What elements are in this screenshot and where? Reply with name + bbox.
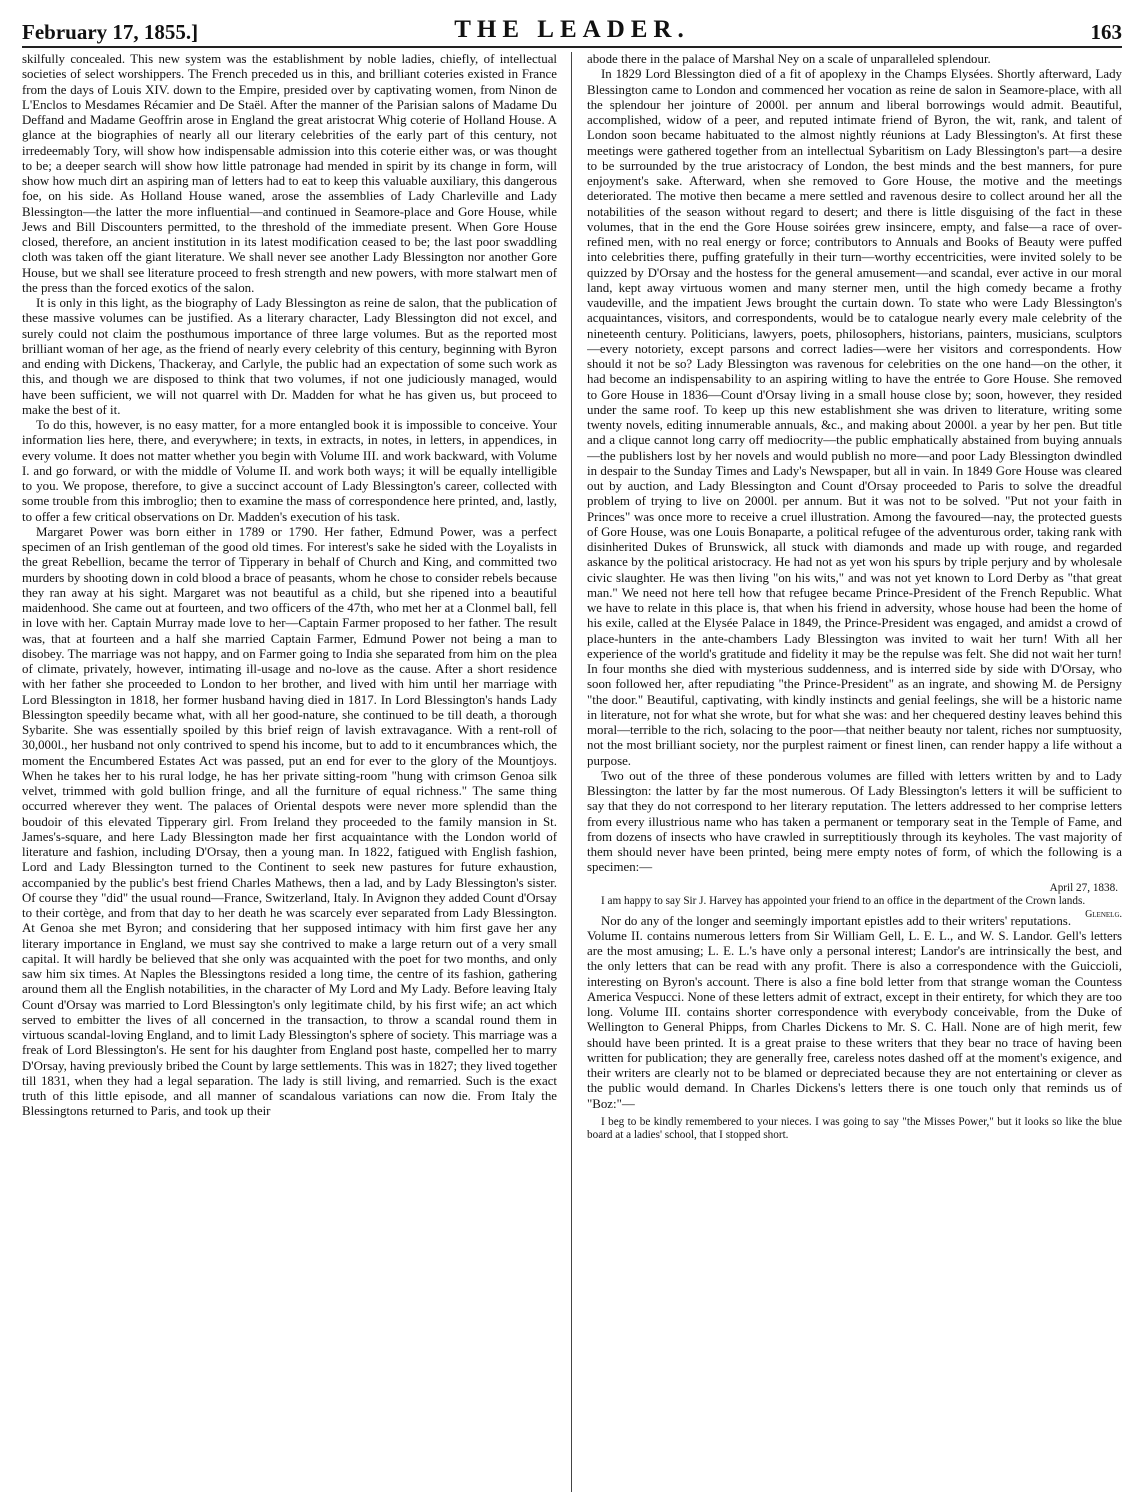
paragraph: abode there in the palace of Marshal Ney on a scale of unparalleled splendour. xyxy=(587,52,991,66)
paragraph: To do this, however, is no easy matter, for a more entangled book it is impossible to conceive. Your information lies here, there, and everywhere; in texts, in extracts, in notes, in letters, in appendices, in every volume. It does not matter whether you begin with Volume III. and work backward, with Volume I. and go forward, or with the middle of Volume II. and work both ways; it will be equally intelligible to you. We propose, therefore, to give a succinct account of Lady Blessington's career, collected with some trouble from this imbroglio; then to examine the mass of correspondence here printed, and, lastly, to offer a few critical observations on Dr. Madden's execution of his task. xyxy=(22,418,557,524)
column-divider xyxy=(571,52,572,1492)
article-columns xyxy=(22,52,1122,1492)
letter-signature: Glenelg. xyxy=(1085,908,1122,920)
paragraph: skilfully concealed. This new system was the establishment by noble ladies, chiefly, of intellectual societies of select worshippers. The French preceded us in this, and brilliant coteries existed in France from the days of Louis XIV. down to the Empire, presided over by captivating women, from Ninon de L'Enclos to Mesdames Récamier and De Staël. After the manner of the Parisian salons of Madame Du Deffand and Madame Geoffrin arose in England the great aristocrat Whig coterie of Holland House. A glance at the biographies of nearly all our literary celebrities of the early part of this century, not irredeemably Tory, will show how indispensable admission into this coterie either was, or was thought to be; a deeper search will show how little patronage had mended in spirit by its change in form, will show how much dirt an aspiring man of letters had to eat to keep this valuable auxiliary, this dangerous foe, on his side. As Holland House waned, arose the assemblies of Lady Charleville and Lady Blessington—the latter the more influential—and continued in Seamore-place and Gore House, while Jews and Bill Discounters permitted, to the threshold of the immediate present. When Gore House closed, therefore, an ancient institution in its latest modification ceased to be; the last poor swaddling cloth was taken off the giant literature. We shall never see another Lady Blessington nor another Gore House, but we shall see literature proceed to fresh strength and new powers, with more stalwart men of the press than the forced exotics of the salon. xyxy=(22,52,557,295)
letter-date: April 27, 1838. xyxy=(1049,881,1118,894)
paragraph: It is only in this light, as the biography of Lady Blessington as reine de salon, that the publication of these massive volumes can be justified. As a literary character, Lady Blessington did not excel, and surely could not claim the posthumous importance of three large volumes. But as the reported most brilliant woman of her age, as the friend of nearly every celebrity of this century, beginning with Byron and ending with Dickens, Thackeray, and Carlyle, the public had an expectation of some such work as this, and though we are disposed to think that two volumes, if not one judiciously managed, would have been sufficient, we will not quarrel with Dr. Madden for what he has given us, but proceed to make the best of it. xyxy=(22,296,557,417)
right-column xyxy=(587,52,1122,1492)
newspaper-page xyxy=(22,6,1122,1496)
newspaper-title: THE LEADER. xyxy=(454,16,690,43)
paragraph: In 1829 Lord Blessington died of a fit of apoplexy in the Champs Elysées. Shortly afterward, Lady Blessington came to London and commenced her vocation as reine de salon in Seamore-place, with all the splendour her jointure of 2000l. per annum and liberal borrowings would admit. Beautiful, accomplished, widow of a peer, and reputed intimate friend of Byron, the wit, rank, and talent of London soon became habituated to the almost nightly réunions at Lady Blessington's. At first these meetings were gathered together from an intellectual Sybaritism on Lady Blessington's part—a desire to be surrounded by the true aristocracy of London, the best minds and the best manners, for pure enjoyment's sake. Afterward, when she removed to Gore House, the motive and the meetings deteriorated. The motive then became a mere settled and ravenous desire to collect around her all the notabilities of the season without regard to desert; and there is little disguising of the fact in these volumes, that in the end the Gore House soirées grew insincere, empty, and false—a race of over-refined men, with no real energy or force; contributors to Annuals and Books of Beauty were puffed into celebrities there, puffing gratefully in their turn—worthy eccentricities, were invited solely to be quizzed by D'Orsay and the hostess for the general amusement—and scandal, ever active in our moral land, kept away virtuous women and many sterner men, until the high comedy became a frothy vaudeville, and the impatient Jews brought the curtain down. To state who were Lady Blessington's acquaintances, visitors, and correspondents, would be to catalogue nearly every male celebrity of the nineteenth century. Politicians, lawyers, poets, philosophers, historians, painters, musicians, sculptors—every notoriety, except parsons and correct ladies—were her visitors and correspondents. How should it not be so? Lady Blessington was ravenous for celebrities on the one hand—on the other, it had become an indispensability to an aspiring witling to have the entrée to Gore House. She removed to Gore House in 1836—Count d'Orsay living in a small house close by; soon, however, they resided under the same roof. To keep up this new establishment she was driven to literature, writing some twenty novels, editing innumerable annuals, &c., and making about 2000l. a year by her pen. But title and a clique cannot long carry off mediocrity—the public emphatically abstained from buying annuals—the publishers lost by her novels and would publish no more—and poor Lady Blessington dwindled in despair to the Sunday Times and Lady's Newspaper, but all in vain. In 1849 Gore House was cleared out by auction, and Lady Blessington and Count d'Orsay proceeded to Paris to solve the dreadful problem of trying to live on 2000l. per annum. But it was not to be solved. "Put not your faith in Princes" was once more to receive a cruel illustration. Among the favoured—nay, the protected guests of Gore House, was one Louis Bonaparte, a political refugee of the adventurous order, taking rank with disinherited Dukes of Brunswick, all stuck with diamonds and made up with rouge, and regarded askance by the political aristocracy. He had not as yet won his spurs by triple perjury and by wholesale civic slaughter. He was then living "on his wits," and was not yet known to Lord Derby as "that great man." We need not here tell how that refugee became Prince-President of the French Republic. What we have to relate in this place is, that when his friend in adversity, whose house had been the home of his exile, called at the Elysée Palace in 1849, the Prince-President was engaged, and amidst a crowd of place-hunters in the ante-chambers Lady Blessington was invited to wait her turn! With all her experience of the world's gratitude and fidelity it may be the repulse was felt. She did not wait her turn! In four months she died with mysterious suddenness, and is interred side by side with D'Orsay, who soon followed her, after repudiating "the Prince-President" as an ingrate, and showing M. de Persigny "the door." Beautiful, captivating, with kindly instincts and genial feelings, she will be a historic name in literature, not for what she wrote, but for what she was: and her chequered destiny leaves behind this moral—terrible to the rich, solacing to the poor—that neither beauty nor talent, riches nor sumptuosity, not the most brilliant society, nor the purplest raiment or finest linen, can render happy a life without a purpose. xyxy=(587,67,1122,768)
left-column xyxy=(22,52,557,1492)
quoted-letter xyxy=(587,881,1122,920)
page-number: 163 xyxy=(1090,20,1122,44)
letter-text: I am happy to say Sir J. Harvey has appointed your friend to an office in the department of the Crown lands. xyxy=(601,894,1086,907)
letter-body xyxy=(587,894,1122,920)
paragraph: Nor do any of the longer and seemingly important epistles add to their writers' reputations. Volume II. contains numerous letters from Sir William Gell, L. E. L., and W. S. Landor. Gell's letters are the most amusing; L. E. L.'s have only a personal interest; Landor's are intrinsically the best, and the only letters that can be read with any profit. There is also a correspondence with the Guiccioli, interesting on Byron's account. There is also a fine bold letter from that strange woman the Countess America Vespucci. None of these letters admit of extract, except in their entirety, for which they are too long. Volume III. contains shorter correspondence with everybody conceivable, from the Duke of Wellington to General Phipps, from Charles Dickens to Mr. S. C. Hall. None are of high merit, few should have been printed. It is a great praise to these writers that they bear no trace of having been written for publication; they are generally free, careless notes dashed off at the moment's exigence, and their writers are clearly not to be blamed or depreciated because they are not entertaining or clever as the public would demand. In Charles Dickens's letters there is one touch only that reminds us of "Boz:"— xyxy=(587,913,1122,1111)
issue-date: February 17, 1855.] xyxy=(22,20,199,44)
masthead xyxy=(22,6,1122,48)
paragraph: Margaret Power was born either in 1789 or 1790. Her father, Edmund Power, was a perfect specimen of an Irish gentleman of the good old times. For interest's sake he sided with the Loyalists in the great Rebellion, became the terror of Tipperary in behalf of Church and King, and committed two murders by shooting down in cold blood a brace of peasants, whom he chose to consider rebels because they ran away at his sight. Margaret was not beautiful as a child, but she ripened into a beautiful maidenhood. She came out at fourteen, and two officers of the 47th, who met her at a Clonmel ball, fell in love with her. Captain Murray made love to her—Captain Farmer proposed to her father. The result was, that at fourteen and a half she married Captain Farmer, Edmund Power not being a man to disobey. The marriage was not happy, and on Farmer going to India she separated from him on the plea of climate, privately, however, intimating ill-usage and no-love as the cause. After a short residence with her father she proceeded to London to her brother, and lived with him until her marriage with Lord Blessington in 1818, her former husband having died in 1817. In Lord Blessington's hands Lady Blessington speedily became what, with all her good-nature, she continued to be till death, a thorough Sybarite. She was essentially spoiled by this brief reign of lavish extravagance. With a rent-roll of 30,000l., her husband not only contrived to spend his income, but to add to it encumbrances which, the moment the Encumbered Estates Act was passed, put an end for ever to the glory of the Mountjoys. When he takes her to his rural lodge, he has her private sitting-room "hung with crimson Genoa silk velvet, trimmed with gold bullion fringe, and all the furniture of equal richness." The same thing occurred wherever they went. The palaces of Oriental despots were never more splendid than the boudoir of this elevated Tipperary girl. From Ireland they proceeded to the family mansion in St. James's-square, and here Lady Blessington made her first acquaintance with the London world of literature and fashion, including D'Orsay, then a young man. In 1822, fatigued with English fashion, Lord and Lady Blessington turned to the Continent to seek new pastures for future exhaustion, accompanied by the public's best friend Charles Mathews, then a lad, and by Lady Blessington's sister. Of course they "did" the usual round—France, Switzerland, Italy. In Avignon they added Count d'Orsay to their cortège, and from that day to her death he was scarcely ever separated from Lady Blessington. At Genoa she met Byron; and considering that her supposed intimacy with him first gave her any literary importance in England, we must say she contrived to make a large return out of a very small capital. It will hardly be believed that she only was acquainted with the poet for two months, and only saw him six times. At Naples the Blessingtons resided a long time, the centre of its fashion, gathering around them all the English notabilities, in the character of My Lord and My Lady. Before leaving Italy Count d'Orsay was married to Lord Blessington's only legitimate child, by his first wife; an act which served to embitter the lives of all concerned in the transaction, to throw a scandal round them in virtuous scandal-loving England, and to limit Lady Blessington's sphere of society. This marriage was a freak of Lord Blessington's. He sent for his daughter from England post haste, compelled her to marry D'Orsay, having previously bribed the Count by large settlements. This was in 1827; they lived together till 1831, when they had a legal separation. The lady is still living, and remarried. Such is the exact truth of this little episode, and all manner of scandalous variations can now die. From Italy the Blessingtons returned to Paris, and took up their xyxy=(22,524,557,1119)
quoted-note: I beg to be kindly remembered to your nieces. I was going to say "the Misses Power," but it looks so like the blue board at a ladies' school, that I stopped short. xyxy=(587,1115,1122,1141)
paragraph: Two out of the three of these ponderous volumes are filled with letters written by and to Lady Blessington: the latter by far the most numerous. Of Lady Blessington's letters it will be sufficient to say that they do not correspond to her literary reputation. The letters addressed to her comprise letters from every illustrious name who has taken a permanent or temporary seat in the Temple of Fame, and from dozens of insects who have crawled in surreptitiously through its keyholes. The vast majority of them should never have been printed, being mere empty notes of form, of which the following is a specimen:— xyxy=(587,768,1122,875)
